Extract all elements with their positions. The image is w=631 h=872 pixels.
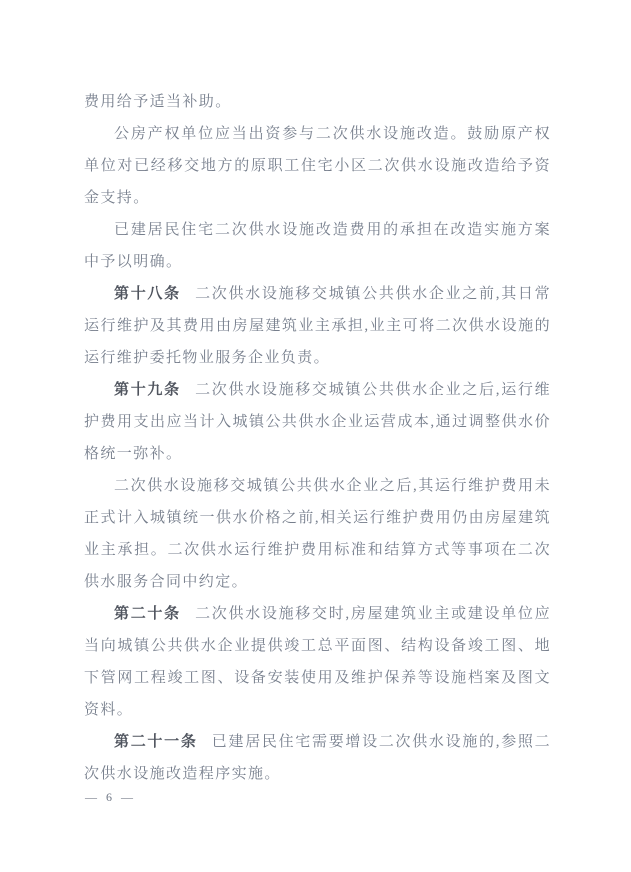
paragraph — [84, 214, 551, 278]
paragraph-article-21 — [84, 726, 551, 790]
article-number: 第二十一条 — [114, 734, 198, 750]
paragraph-continuation — [84, 86, 551, 118]
paragraph-text: 二次供水设施移交城镇公共供水企业之前,其日常运行维护及其费用由房屋建筑业主承担,业主可将二次供水设施的运行维护委托物业服务企业负责。 — [84, 286, 551, 366]
paragraph-text: 已建居民住宅二次供水设施改造费用的承担在改造实施方案中予以明确。 — [84, 222, 551, 270]
paragraph-text: 二次供水设施移交时,房屋建筑业主或建设单位应当向城镇公共供水企业提供竣工总平面图、结构设备竣工图、地下管网工程竣工图、设备安装使用及维护保养等设施档案及图文资料。 — [84, 606, 551, 718]
paragraph-text: 公房产权单位应当出资参与二次供水设施改造。鼓励原产权单位对已经移交地方的原职工住宅小区二次供水设施改造给予资金支持。 — [84, 126, 551, 206]
article-number: 第十九条 — [114, 382, 181, 398]
paragraph-article-18 — [84, 278, 551, 374]
paragraph-article-19 — [84, 374, 551, 470]
article-number: 第十八条 — [114, 286, 181, 302]
paragraph — [84, 118, 551, 214]
paragraph-text: 已建居民住宅需要增设二次供水设施的,参照二次供水设施改造程序实施。 — [84, 734, 551, 782]
paragraph-article-20 — [84, 598, 551, 726]
paragraph-text: 费用给予适当补助。 — [84, 94, 232, 110]
paragraph-text: 二次供水设施移交城镇公共供水企业之后,其运行维护费用未正式计入城镇统一供水价格之前,相关运行维护费用仍由房屋建筑业主承担。二次供水运行维护费用标准和结算方式等事项在二次供水服务合同中约定。 — [84, 478, 551, 590]
paragraph-text: 二次供水设施移交城镇公共供水企业之后,运行维护费用支出应当计入城镇公共供水企业运营成本,通过调整供水价格统一弥补。 — [84, 382, 551, 462]
paragraph — [84, 470, 551, 598]
article-number: 第二十条 — [114, 606, 181, 622]
document-body — [84, 86, 551, 790]
page-number: — 6 — — [85, 790, 136, 804]
